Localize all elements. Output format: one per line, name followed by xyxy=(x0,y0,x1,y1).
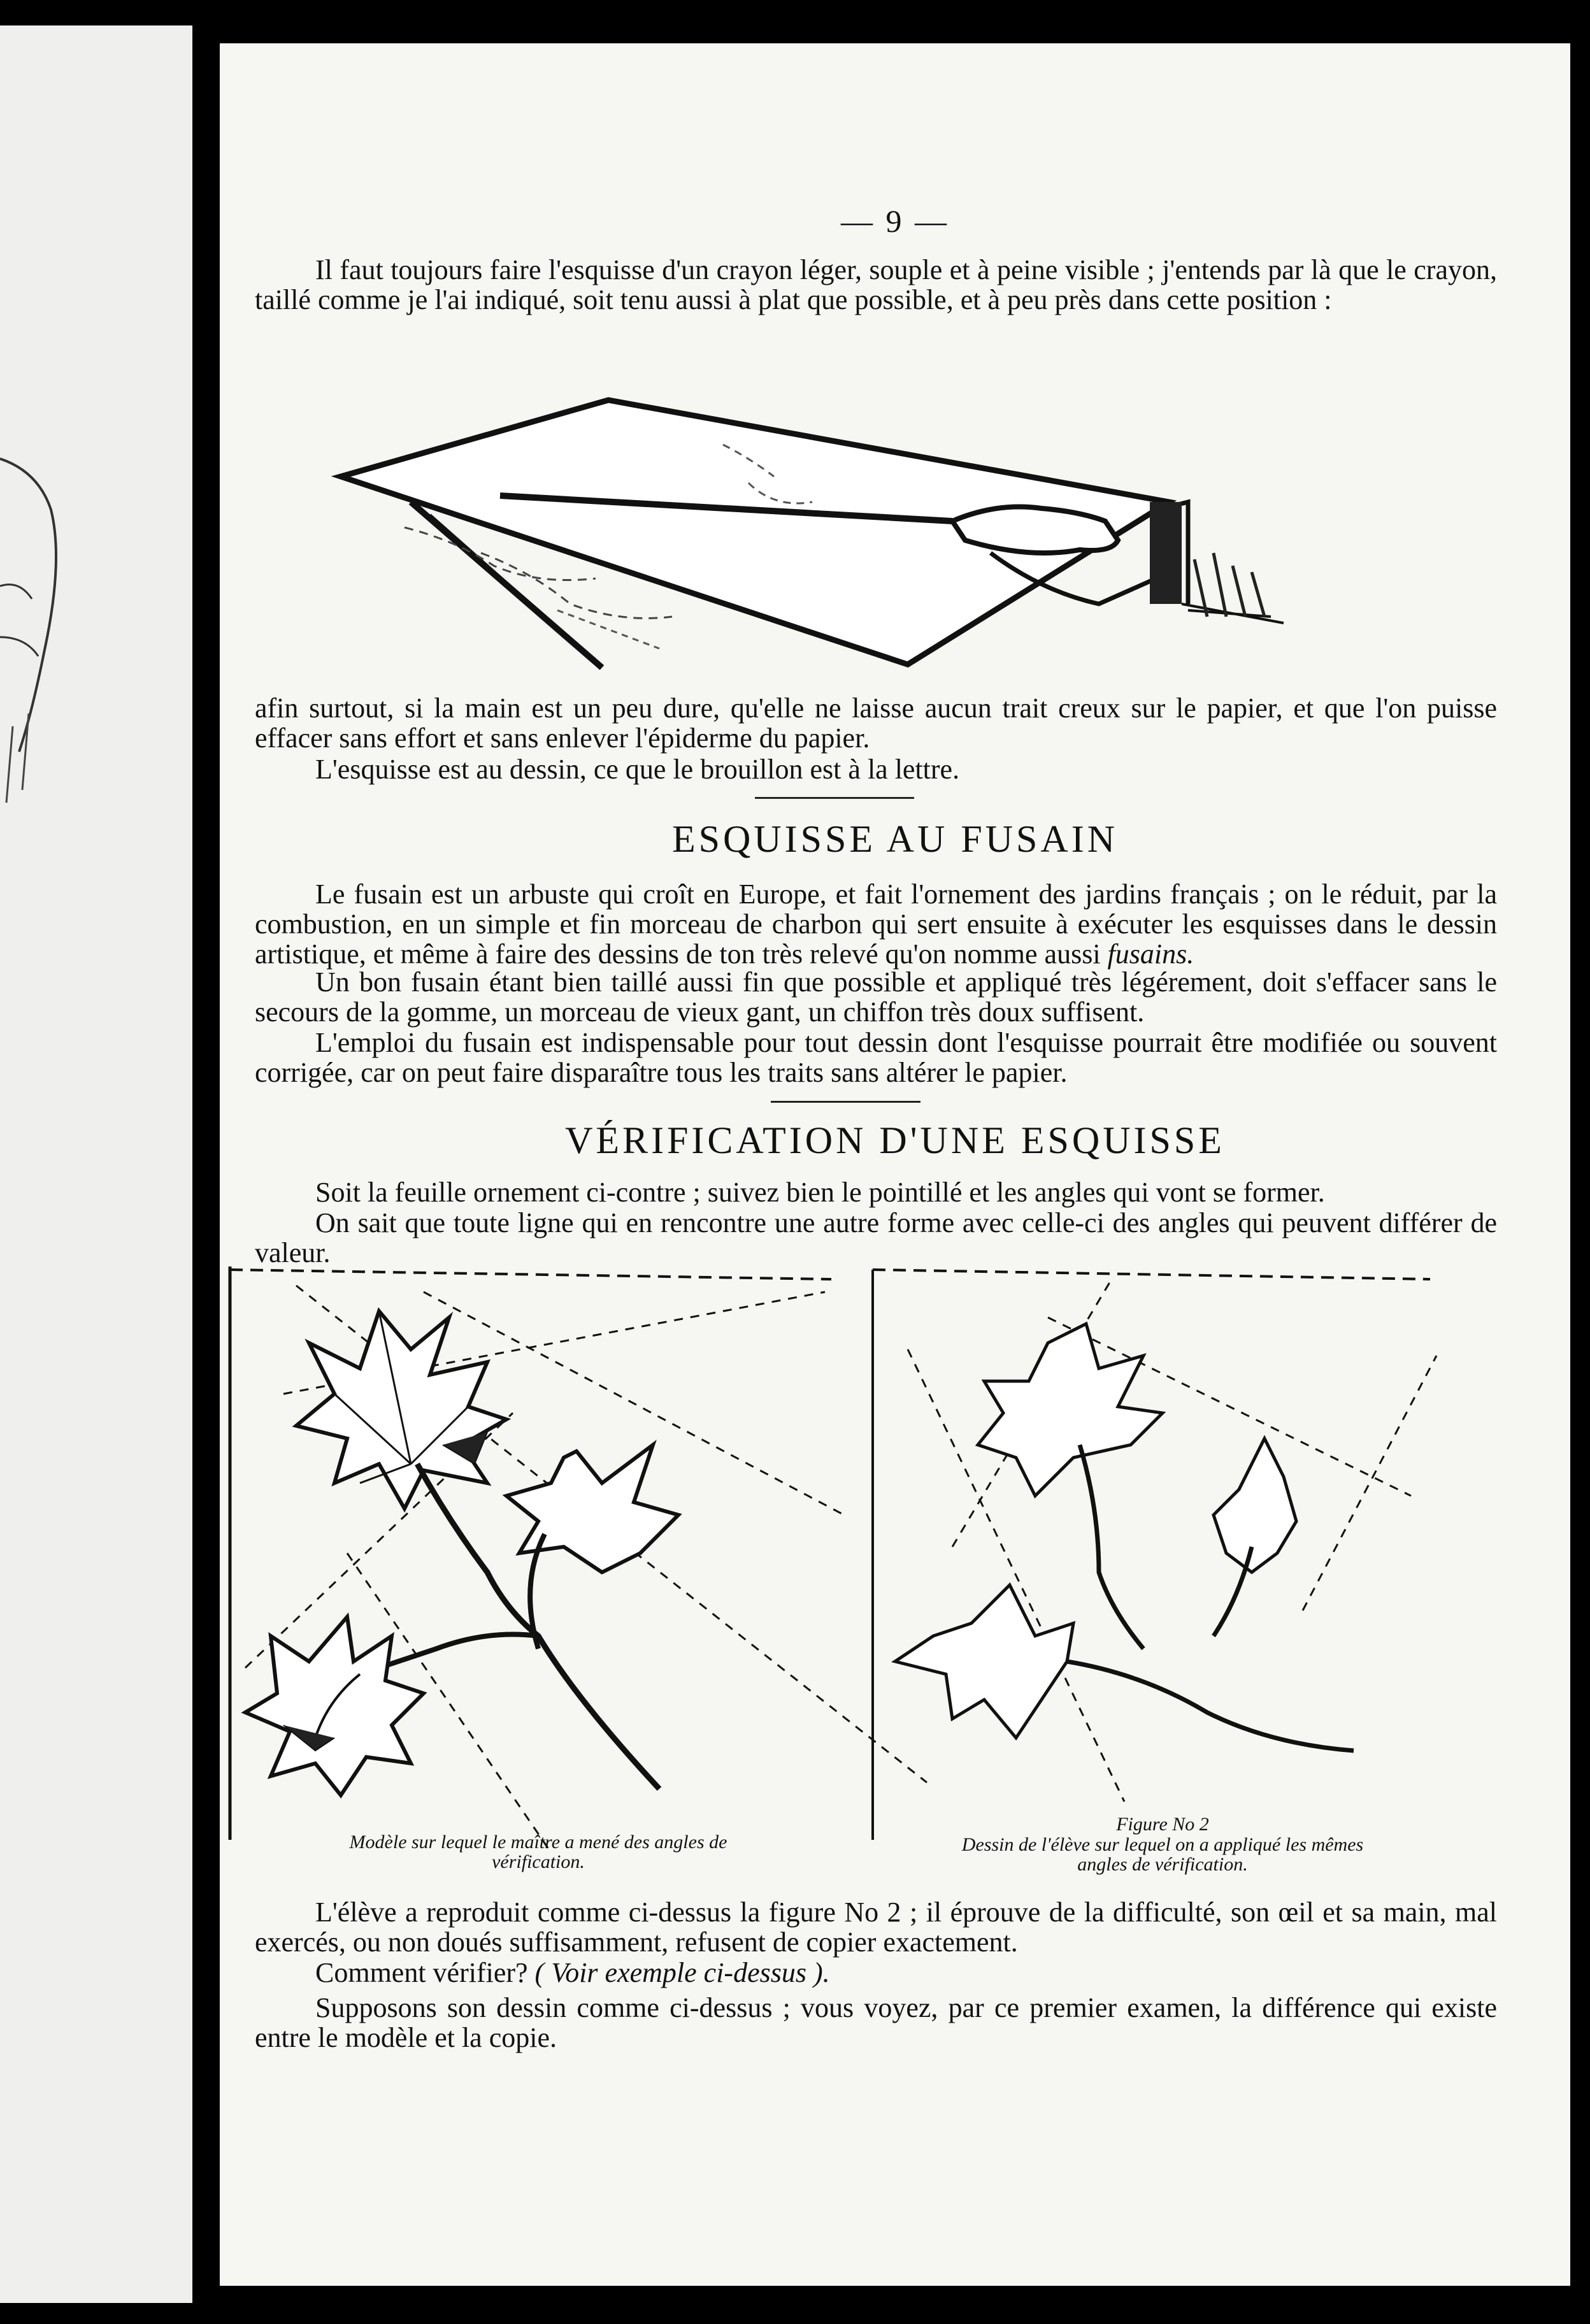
sketch-fragment-illustration xyxy=(0,25,192,2303)
pencil-hand-illustration xyxy=(328,349,1303,693)
caption-student: Dessin de l'élève sur lequel on a appliqué les mêmes angles de vérification. xyxy=(961,1834,1364,1875)
section-divider xyxy=(755,797,914,799)
closing-paragraph-2 xyxy=(255,1958,1497,1988)
closing-paragraph-3: Supposons son dessin comme ci-dessus ; vous voyez, par ce premier examen, la différence qui existe entre le modèle et la copie. xyxy=(255,1992,1497,2053)
model-leaf-drawing xyxy=(230,1266,927,1853)
closing-paragraph-1: L'élève a reproduit comme ci-dessus la figure No 2 ; il éprouve de la difficulté, son œil et sa main, mal exercés, ou non doués suffisamment, refusent de copier exactement. xyxy=(255,1897,1497,1958)
student-leaf-drawing xyxy=(873,1270,1436,1840)
fusain-paragraph-1 xyxy=(255,879,1497,969)
draft-sentence: L'esquisse est au dessin, ce que le brouillon est à la lettre. xyxy=(315,754,960,785)
question-text: Comment vérifier? xyxy=(315,1957,528,1988)
section-heading-esquisse-au-fusain: ESQUISSE AU FUSAIN xyxy=(671,818,1119,860)
verification-paragraph-1: Soit la feuille ornement ci-contre ; suivez bien le pointillé et les angles qui vont se former. xyxy=(315,1177,1325,1208)
fusain-paragraph-3: L'emploi du fusain est indispensable pour tout dessin dont l'esquisse pourrait être modifiée ou souvent corrigée, car on peut faire disparaître tous les traits sans altérer le papier. xyxy=(255,1027,1497,1088)
caption-figure-title: Figure No 2 xyxy=(1116,1814,1209,1835)
leaf-comparison-illustration xyxy=(220,1254,1558,1859)
page-number: — 9 — xyxy=(841,203,949,239)
example-reference: ( Voir exemple ci-dessus ). xyxy=(534,1957,830,1988)
fusain-paragraph-1-text: Le fusain est un arbuste qui croît en Europe, et fait l'ornement des jardins français ; on le réduit, par la combustion, en un simple et fin morceau de charbon qui sert ensuite à exécuter les esquisses dans le dessin artistique, et même à faire des dessins de ton très relevé qu'on nomme aussi xyxy=(255,879,1497,970)
left-page-edge xyxy=(0,25,192,2303)
intro-paragraph: Il faut toujours faire l'esquisse d'un crayon léger, souple et à peine visible ; j'entends par là que le crayon, taillé comme je l'ai indiqué, soit tenu aussi à plat que possible, et à peu près dans cette position : xyxy=(255,254,1497,315)
fusain-paragraph-2: Un bon fusain étant bien taillé aussi fin que possible et appliqué très légérement, doit s'effacer sans le secours de la gomme, un morceau de vieux gant, un chiffon très doux suffisent. xyxy=(255,966,1497,1028)
section-divider xyxy=(771,1101,920,1103)
after-figure-paragraph: afin surtout, si la main est un peu dure, qu'elle ne laisse aucun trait creux sur le papier, et que l'on puisse effacer sans effort et sans enlever l'épiderme du papier. xyxy=(255,692,1497,754)
caption-model: Modèle sur lequel le maître a mené des angles de vérification. xyxy=(349,1832,727,1872)
verification-paragraph-2: On sait que toute ligne qui en rencontre une autre forme avec celle-ci des angles qui peuvent différer de valeur. xyxy=(255,1207,1497,1268)
section-heading-verification: VÉRIFICATION D'UNE ESQUISSE xyxy=(565,1119,1225,1161)
book-page xyxy=(220,43,1570,2286)
fusain-term: fusains. xyxy=(1107,938,1194,970)
